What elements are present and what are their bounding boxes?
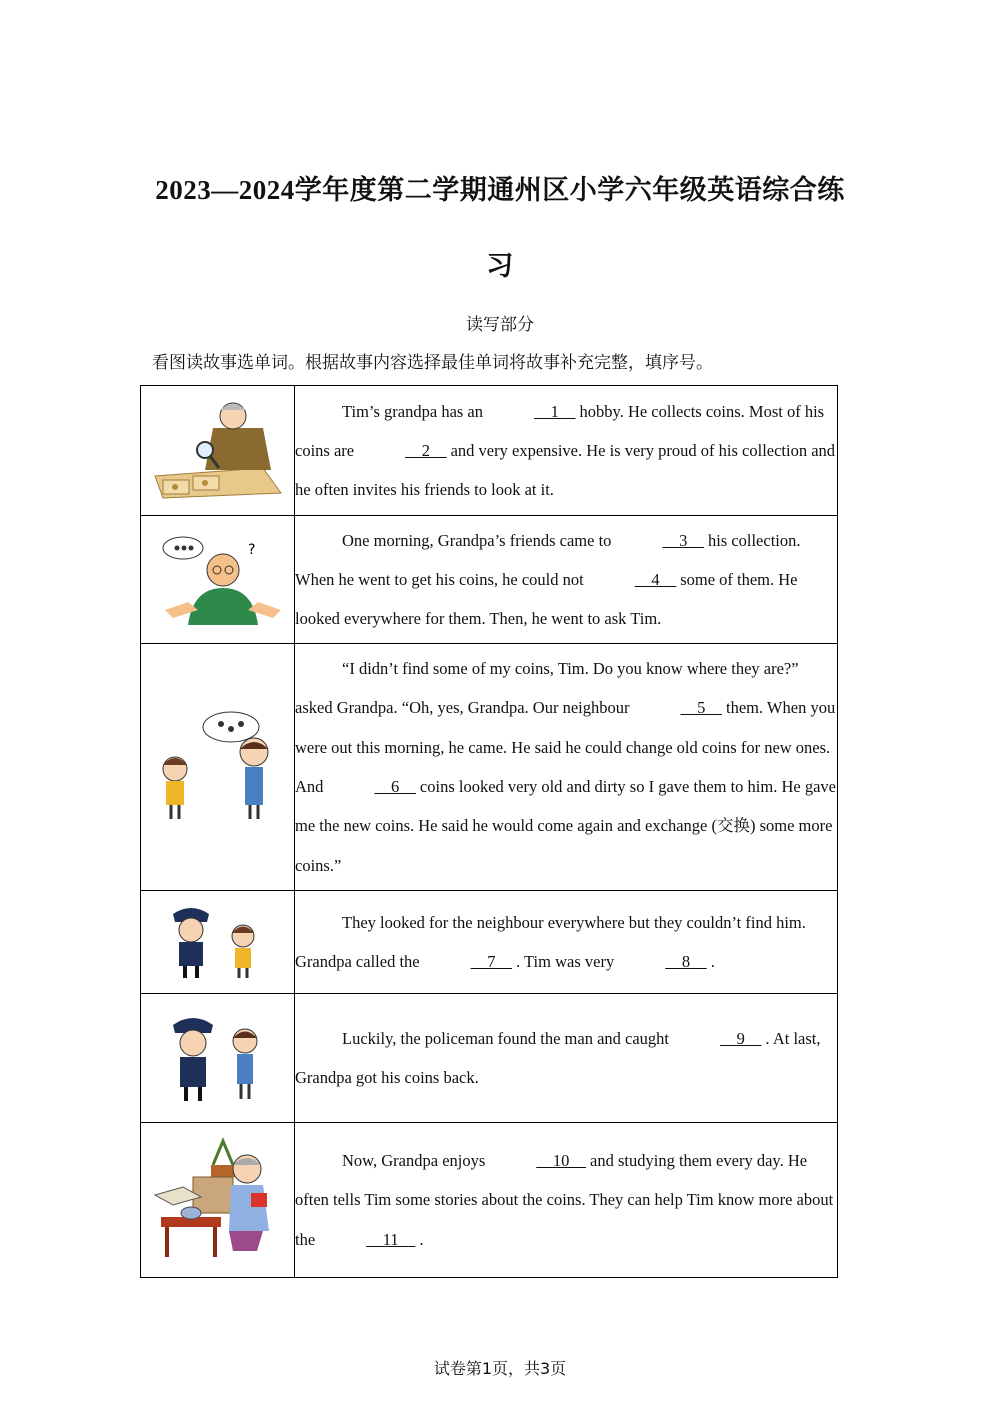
story-text-cell — [295, 644, 838, 891]
story-text-cell — [295, 891, 838, 994]
story-row — [141, 891, 838, 994]
story-row — [141, 386, 838, 516]
grandpa-with-magnifier-icon — [153, 398, 283, 503]
story-paragraph: “I didn’t find some of my coins, Tim. Do you know where they are?” asked Grandpa. “Oh, yes, Grandpa. Our neighbour __5__ them. When you were out this morning, he came. He said he could change old coins for new ones. And __6__ coins looked very old and dirty so I gave them to him. He gave me the new coins. He said he would come again and exchange (交换) some more coins.” — [295, 659, 836, 875]
story-text-cell — [295, 994, 838, 1123]
answer-blank: __2__ — [405, 440, 447, 460]
answer-blank: __10__ — [536, 1151, 586, 1171]
answer-blank: __6__ — [374, 777, 416, 796]
picture-cell — [141, 891, 295, 994]
page-title: 2023—2024学年度第二学期通州区小学六年级英语综合练 — [155, 175, 845, 205]
answer-blank: __7__ — [470, 952, 512, 971]
answer-blank: __1__ — [534, 401, 576, 421]
answer-blank: __8__ — [665, 952, 707, 971]
story-paragraph: Now, Grandpa enjoys __10__ and studying them every day. He often tells Tim some stories about the coins. They can help Tim know more about the __11__ . — [295, 1141, 837, 1259]
story-paragraph: They looked for the neighbour everywhere but they couldn’t find him. Grandpa called the __7__ . Tim was very __8__ . — [295, 903, 837, 982]
story-row — [141, 516, 838, 644]
page-footer: 试卷第1页，共3页 — [433, 1359, 567, 1378]
story-row — [141, 994, 838, 1123]
answer-blank: __11__ — [366, 1229, 416, 1249]
answer-blank: __5__ — [680, 698, 722, 718]
svg-text:?: ? — [247, 541, 255, 558]
instruction-text: 看图读故事选单词。根据故事内容选择最佳单词将故事补充完整，填序号。 — [152, 353, 713, 373]
story-row — [141, 1123, 838, 1278]
story-text-cell — [295, 516, 838, 644]
page-title-continued: 习 — [486, 251, 514, 281]
confused-grandpa-icon — [153, 530, 283, 630]
story-paragraph: Tim’s grandpa has an __1__ hobby. He collects coins. Most of his coins are __2__ and very expensive. He is very proud of his collection and he often invites his friends to look at it. — [295, 392, 837, 510]
picture-cell — [141, 644, 295, 891]
story-paragraph: One morning, Grandpa’s friends came to __3__ his collection. When he went to get his coins, he could not __4__ some of them. He looked everywhere for them. Then, he went to ask Tim. — [295, 521, 837, 639]
grandpa-reading-icon — [153, 1135, 283, 1265]
picture-cell — [141, 386, 295, 516]
answer-blank: __9__ — [720, 1028, 762, 1048]
answer-blank: __4__ — [634, 569, 677, 589]
story-text-cell — [295, 1123, 838, 1278]
tim-and-grandpa-talking-icon — [153, 707, 283, 827]
picture-cell — [141, 1123, 295, 1278]
picture-cell — [141, 516, 295, 644]
story-paragraph: Luckily, the policeman found the man and caught __9__ . At last, Grandpa got his coins back. — [295, 1019, 837, 1098]
section-heading: 读写部分 — [466, 315, 534, 335]
story-row — [141, 644, 838, 891]
answer-blank: __3__ — [662, 530, 704, 550]
story-table — [140, 385, 838, 1278]
picture-cell — [141, 994, 295, 1123]
story-text-cell — [295, 386, 838, 516]
policeman-and-boy-icon — [163, 1011, 273, 1106]
policeman-and-tim-icon — [163, 902, 273, 982]
